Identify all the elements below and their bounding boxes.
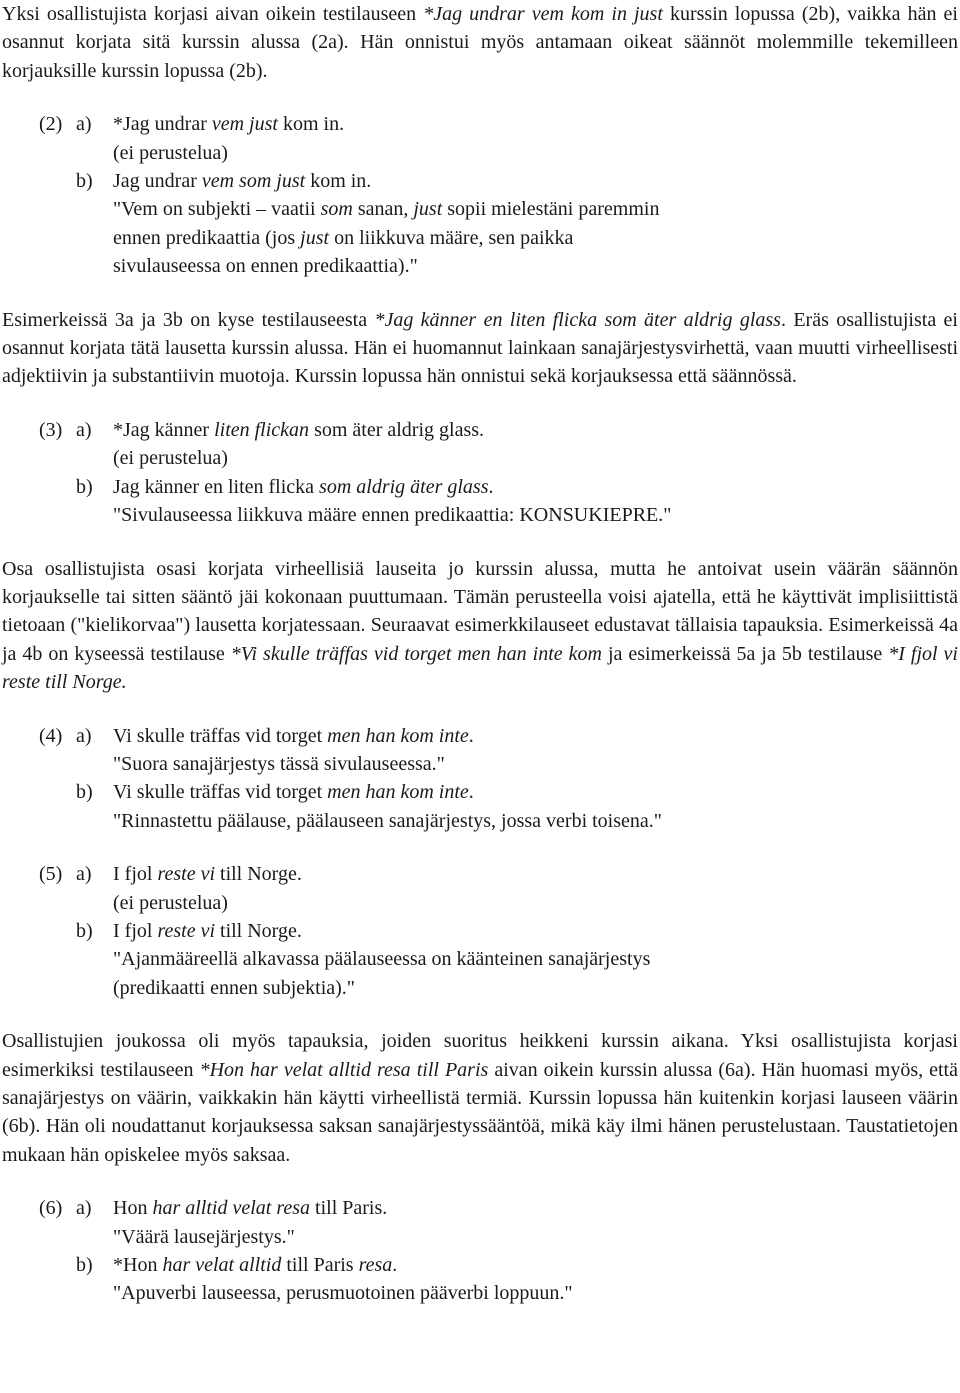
example-a-label: a) [76,863,92,886]
example-number: (3) [39,418,63,441]
note-line: sivulauseessa on ennen predikaattia)." [113,255,418,278]
example-a-sentence: *Jag känner liten flickan som äter aldrig glass. [113,418,485,441]
example-number: (6) [39,1197,63,1220]
example-number: (5) [39,863,63,886]
example-b-sentence: Jag undrar vem som just kom in. [113,170,372,193]
example-a-label: a) [76,418,92,441]
paragraph-1: Yksi osallistujista korjasi aivan oikein testilauseen *Jag undrar vem kom in just kurssin lopussa (2b), vaikka hän ei osannut korjata sitä kurssin alussa (2a). Hän onnistui myös antamaan oikeat säännöt molemmille tekemilleen korjauksille kurssin lopussa (2b). [2,3,958,82]
example-b-sentence: I fjol reste vi till Norge. [113,919,302,942]
paragraph-3: Osa osallistujista osasi korjata virheellisiä lauseita jo kurssin alussa, mutta he antoivat usein väärän säännön korjaukselle tai sitten sääntö jäi kokonaan puuttumaan. Tämän perusteella voisi ajatella, että he käyttivät implisiittistä tietoaan ("kielikorvaa") lausetta korjatessaan. Seuraavat esimerkkilauseet edustavat tällaisia tapauksia. Esimerkeissä 4a ja 4b on kyseessä testilause *Vi skulle träffas vid torget men han inte kom ja esimerkeissä 5a ja 5b testilause *I fjol vi reste till Norge. [2,557,958,694]
example-b-note [2,195,958,280]
note-line: ennen predikaattia (jos just on liikkuva määre, sen paikka [113,226,574,249]
example-3 [2,416,958,530]
example-a-label: a) [76,1197,92,1220]
example-a-note: "Väärä lausejärjestys." [113,1225,295,1248]
example-4 [2,722,958,836]
example-a-note: "Suora sanajärjestys tässä sivulauseessa." [113,752,445,775]
note-line: "Rinnastettu päälause, päälauseen sanajärjestys, jossa verbi toisena." [113,809,662,832]
example-b-note [2,807,958,835]
example-a-sentence: I fjol reste vi till Norge. [113,863,302,886]
note-line: "Sivulauseessa liikkuva määre ennen predikaattia: KONSUKIEPRE." [113,504,672,527]
example-a-sentence: *Jag undrar vem just kom in. [113,113,345,136]
example-b-label: b) [76,1254,93,1277]
example-5 [2,860,958,1002]
note-line: "Apuverbi lauseessa, perusmuotoinen pääverbi loppuun." [113,1282,573,1305]
example-b-label: b) [76,919,93,942]
example-a-label: a) [76,724,92,747]
example-a-note: (ei perustelua) [113,447,228,470]
paragraph-2: Esimerkeissä 3a ja 3b on kyse testilauseesta *Jag känner en liten flicka som äter aldrig glass. Eräs osallistujista ei osannut korjata tätä lausetta kurssin alussa. Hän ei huomannut lainkaan sanajärjestysvirhettä, vaan muutti virheellisesti adjektiivin ja substantiivin muotoja. Kurssin lopussa hän onnistui sekä korjauksessa että säännössä. [2,308,958,388]
note-line: (predikaatti ennen subjektia)." [113,976,355,999]
note-line: "Ajanmääreellä alkavassa päälauseessa on käänteinen sanajärjestys [113,948,651,971]
example-b-note [2,1279,958,1307]
example-2 [2,110,958,280]
example-a-sentence: Vi skulle träffas vid torget men han kom inte. [113,724,474,747]
example-6 [2,1194,958,1308]
example-b-label: b) [76,781,93,804]
example-a-label: a) [76,113,92,136]
example-a-note: (ei perustelua) [113,891,228,914]
example-b-note [2,945,958,1002]
note-line: "Vem on subjekti – vaatii som sanan, just sopii mielestäni paremmin [113,198,660,221]
example-a-note: (ei perustelua) [113,141,228,164]
example-b-sentence: Jag känner en liten flicka som aldrig äter glass. [113,475,494,498]
example-number: (4) [39,724,63,747]
example-b-note [2,501,958,529]
example-b-sentence: Vi skulle träffas vid torget men han kom inte. [113,781,474,804]
example-b-sentence: *Hon har velat alltid till Paris resa. [113,1254,398,1277]
example-b-label: b) [76,170,93,193]
example-a-sentence: Hon har alltid velat resa till Paris. [113,1197,388,1220]
paragraph-4: Osallistujien joukossa oli myös tapauksia, joiden suoritus heikkeni kurssin aikana. Yksi osallistujista korjasi esimerkiksi testilauseen *Hon har velat alltid resa till Paris aivan oikein kurssin alussa (6a). Hän huomasi myös, että sanajärjestys on väärin, vaikkakin hän käytti virheellistä termiä. Kurssin lopussa hän kuitenkin korjasi lauseen väärin (6b). Hän oli noudattanut korjauksessa saksan sanajärjestyssääntöä, mikä käy ilmi hänen perustelustaan. Taustatietojen mukaan hän opiskelee myös saksaa. [2,1030,958,1166]
example-b-label: b) [76,475,93,498]
example-number: (2) [39,113,63,136]
